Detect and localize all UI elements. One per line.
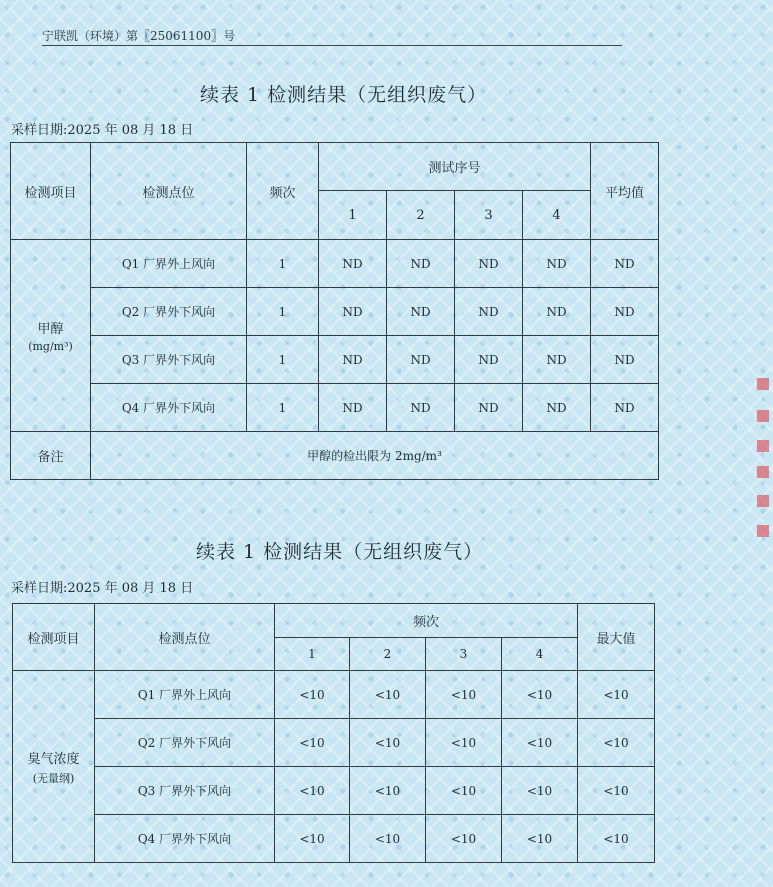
point-cell: Q3 厂界外下风向	[91, 336, 247, 384]
header-rule	[42, 45, 622, 46]
max-cell: <10	[578, 767, 655, 815]
seal-fragment	[757, 466, 769, 478]
odor-results-table	[12, 603, 655, 863]
seal-fragment	[757, 410, 769, 422]
freq-cell: 1	[247, 336, 319, 384]
avg-cell: ND	[591, 336, 659, 384]
value-cell: <10	[350, 815, 426, 863]
value-cell: <10	[350, 719, 426, 767]
seal-fragment	[757, 495, 769, 507]
header-seq-4: 4	[502, 638, 578, 671]
freq-cell: 1	[247, 240, 319, 288]
parameter-cell	[13, 671, 95, 863]
point-cell: Q2 厂界外下风向	[95, 719, 275, 767]
avg-cell: ND	[591, 384, 659, 432]
parameter-cell	[11, 240, 91, 432]
point-cell: Q3 厂界外下风向	[95, 767, 275, 815]
value-cell: <10	[350, 767, 426, 815]
value-cell: ND	[319, 336, 387, 384]
seal-fragment	[757, 440, 769, 452]
value-cell: ND	[387, 288, 455, 336]
value-cell: <10	[502, 767, 578, 815]
value-cell: <10	[502, 671, 578, 719]
value-cell: <10	[275, 767, 350, 815]
value-cell: ND	[319, 240, 387, 288]
value-cell: ND	[455, 240, 523, 288]
header-point: 检测点位	[95, 604, 275, 671]
max-cell: <10	[578, 671, 655, 719]
parameter-name: 臭气浓度	[27, 751, 80, 767]
header-seq-4: 4	[523, 191, 591, 240]
value-cell: ND	[523, 240, 591, 288]
value-cell: <10	[426, 671, 502, 719]
table1-title: 续表 1 检测结果（无组织废气）	[200, 84, 488, 106]
value-cell: ND	[523, 336, 591, 384]
value-cell: ND	[455, 336, 523, 384]
value-cell: ND	[523, 384, 591, 432]
methanol-results-table	[10, 142, 659, 480]
table-row	[13, 719, 655, 767]
header-seq-1: 1	[275, 638, 350, 671]
header-average: 平均值	[591, 143, 659, 240]
header-frequency: 频次	[275, 604, 578, 638]
value-cell: <10	[350, 671, 426, 719]
remark-text: 甲醇的检出限为 2mg/m³	[91, 432, 659, 480]
value-cell: <10	[275, 719, 350, 767]
value-cell: <10	[275, 671, 350, 719]
report-number-header: 宁联凯（环境）第〖25061100〗号	[42, 29, 236, 43]
value-cell: ND	[387, 384, 455, 432]
header-item: 检测项目	[11, 143, 91, 240]
seal-fragment	[757, 378, 769, 390]
value-cell: <10	[502, 815, 578, 863]
point-cell: Q4 厂界外下风向	[95, 815, 275, 863]
avg-cell: ND	[591, 288, 659, 336]
max-cell: <10	[578, 815, 655, 863]
table-row	[11, 336, 659, 384]
value-cell: <10	[275, 815, 350, 863]
seal-fragment	[757, 525, 769, 537]
value-cell: <10	[426, 767, 502, 815]
value-cell: ND	[387, 240, 455, 288]
freq-cell: 1	[247, 384, 319, 432]
table-row	[13, 815, 655, 863]
header-max: 最大值	[578, 604, 655, 671]
header-item: 检测项目	[13, 604, 95, 671]
point-cell: Q4 厂界外下风向	[91, 384, 247, 432]
header-seq-1: 1	[319, 191, 387, 240]
value-cell: ND	[387, 336, 455, 384]
table-row	[11, 384, 659, 432]
header-test-seq: 测试序号	[319, 143, 591, 191]
parameter-name: 甲醇	[37, 322, 64, 337]
parameter-unit: (mg/m³)	[28, 340, 73, 353]
table2-sample-date: 采样日期:2025 年 08 月 18 日	[11, 581, 194, 596]
value-cell: <10	[426, 815, 502, 863]
remark-label: 备注	[11, 432, 91, 480]
point-cell: Q1 厂界外上风向	[95, 671, 275, 719]
value-cell: ND	[455, 288, 523, 336]
header-seq-3: 3	[426, 638, 502, 671]
header-frequency: 频次	[247, 143, 319, 240]
header-point: 检测点位	[91, 143, 247, 240]
table-row	[13, 767, 655, 815]
table-row	[13, 671, 655, 719]
value-cell: <10	[426, 719, 502, 767]
value-cell: ND	[455, 384, 523, 432]
value-cell: <10	[502, 719, 578, 767]
freq-cell: 1	[247, 288, 319, 336]
parameter-unit: (无量纲)	[32, 771, 75, 785]
value-cell: ND	[319, 288, 387, 336]
table2-title: 续表 1 检测结果（无组织废气）	[196, 541, 484, 563]
header-seq-2: 2	[387, 191, 455, 240]
point-cell: Q2 厂界外下风向	[91, 288, 247, 336]
table1-sample-date: 采样日期:2025 年 08 月 18 日	[11, 123, 194, 138]
avg-cell: ND	[591, 240, 659, 288]
table-row	[11, 288, 659, 336]
header-seq-2: 2	[350, 638, 426, 671]
remark-row	[11, 432, 659, 480]
value-cell: ND	[523, 288, 591, 336]
max-cell: <10	[578, 719, 655, 767]
table-row	[11, 240, 659, 288]
header-seq-3: 3	[455, 191, 523, 240]
value-cell: ND	[319, 384, 387, 432]
point-cell: Q1 厂界外上风向	[91, 240, 247, 288]
